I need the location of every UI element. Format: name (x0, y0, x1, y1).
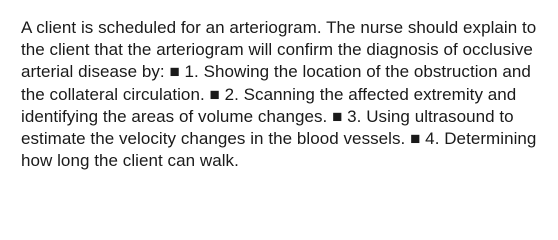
question-text: A client is scheduled for an arteriogram. The nurse should explain to the client that the arteriogram will confirm the diagnosis of occlusive arterial disease by: ■ 1. Showing the location of the obstruction and the collateral circulation. ■ 2. Scanning the affected extremity and identifying the areas of volume changes. ■ 3. Using ultrasound to estimate the velocity changes in the blood vessels. ■ 4. Determining how long the client can walk. (21, 18, 537, 171)
